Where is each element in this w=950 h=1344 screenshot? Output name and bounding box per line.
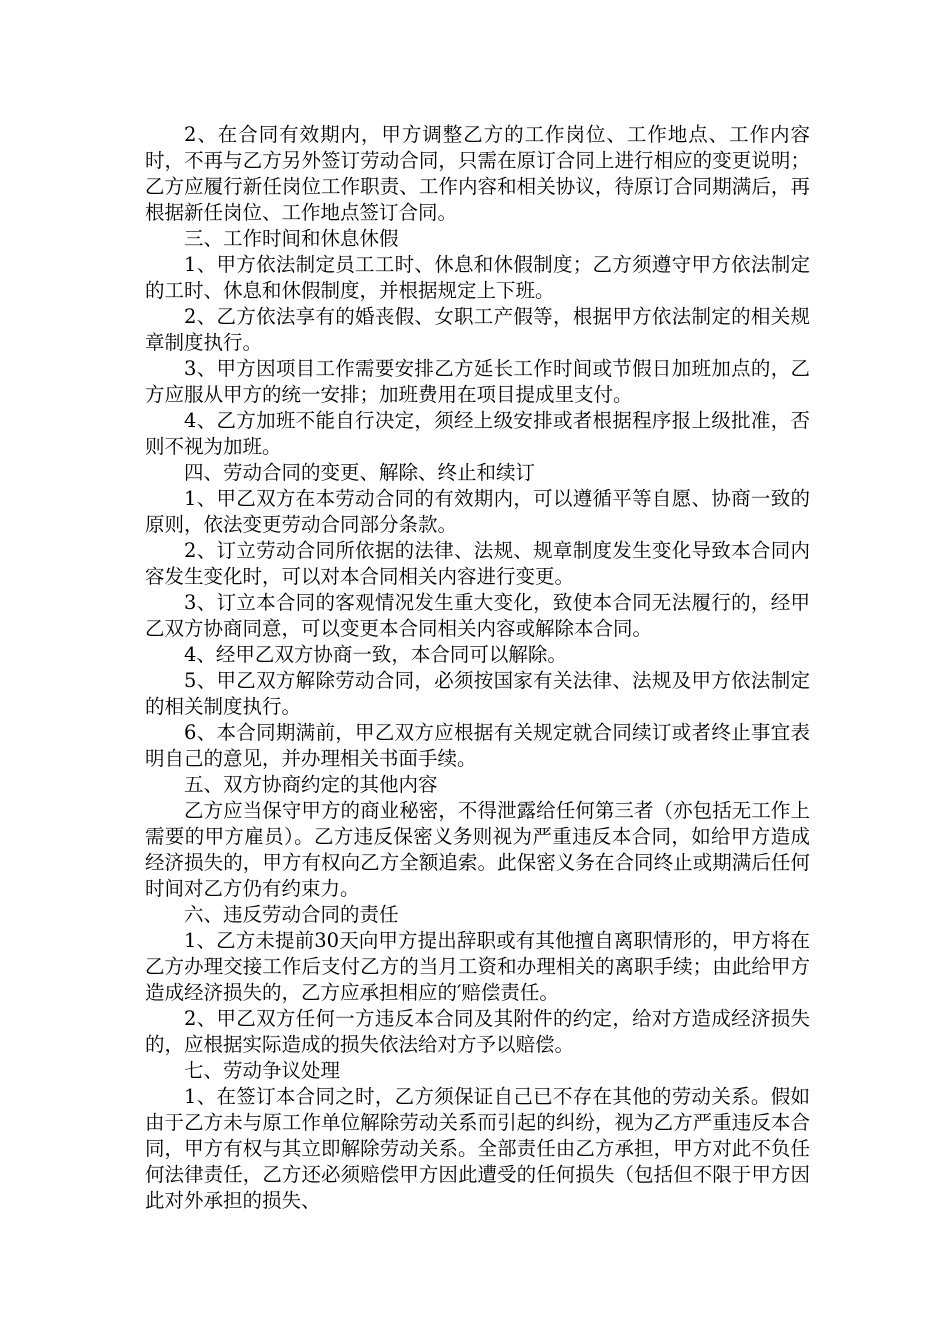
paragraph: 6、本合同期满前，甲乙双方应根据有关规定就合同续订或者终止事宜表明自己的意见，并办理相关书面手续。 [145, 721, 810, 770]
paragraph: 4、乙方加班不能自行决定，须经上级安排或者根据程序报上级批准，否则不视为加班。 [145, 409, 810, 458]
paragraph: 4、经甲乙双方协商一致，本合同可以解除。 [184, 643, 567, 666]
document-page [145, 122, 810, 1214]
section-heading: 七、劳动争议处理 [184, 1059, 341, 1082]
paragraph: 1、甲方依法制定员工工时、休息和休假制度；乙方须遵守甲方依法制定的工时、休息和休假制度，并根据规定上下班。 [145, 253, 810, 302]
paragraph: 2、订立劳动合同所依据的法律、法规、规章制度发生变化导致本合同内容发生变化时，可以对本合同相关内容进行变更。 [145, 539, 810, 588]
paragraph: 3、甲方因项目工作需要安排乙方延长工作时间或节假日加班加点的，乙方应服从甲方的统一安排；加班费用在项目提成里支付。 [145, 357, 810, 406]
paragraph: 2、乙方依法享有的婚丧假、女职工产假等，根据甲方依法制定的相关规章制度执行。 [145, 305, 810, 354]
paragraph: 5、甲乙双方解除劳动合同，必须按国家有关法律、法规及甲方依法制定的相关制度执行。 [145, 669, 810, 718]
paragraph: 2、甲乙双方任何一方违反本合同及其附件的约定，给对方造成经济损失的，应根据实际造成的损失依法给对方予以赔偿。 [145, 1007, 810, 1056]
paragraph: 1、甲乙双方在本劳动合同的有效期内，可以遵循平等自愿、协商一致的原则，依法变更劳动合同部分条款。 [145, 487, 810, 536]
paragraph: 1、在签订本合同之时，乙方须保证自己已不存在其他的劳动关系。假如由于乙方未与原工作单位解除劳动关系而引起的纠纷，视为乙方严重违反本合同，甲方有权与其立即解除劳动关系。全部责任由乙方承担，甲方对此不负任何法律责任，乙方还必须赔偿甲方因此遭受的任何损失（包括但不限于甲方因此对外承担的损失、 [145, 1085, 810, 1212]
section-heading: 四、劳动合同的变更、解除、终止和续订 [184, 461, 536, 484]
paragraph: 2、在合同有效期内，甲方调整乙方的工作岗位、工作地点、工作内容时，不再与乙方另外签订劳动合同，只需在原订合同上进行相应的变更说明；乙方应履行新任岗位工作职责、工作内容和相关协议，待原订合同期满后，再根据新任岗位、工作地点签订合同。 [145, 123, 810, 224]
paragraph: 1、乙方未提前30天向甲方提出辞职或有其他擅自离职情形的，甲方将在乙方办理交接工作后支付乙方的当月工资和办理相关的离职手续；由此给甲方造成经济损失的，乙方应承担相应的′赔偿责任。 [145, 929, 810, 1004]
paragraph: 3、订立本合同的客观情况发生重大变化，致使本合同无法履行的，经甲乙双方协商同意，可以变更本合同相关内容或解除本合同。 [145, 591, 810, 640]
section-heading: 三、工作时间和休息休假 [184, 227, 399, 250]
section-heading: 五、双方协商约定的其他内容 [184, 773, 438, 796]
paragraph: 乙方应当保守甲方的商业秘密，不得泄露给任何第三者（亦包括无工作上需要的甲方雇员）。乙方违反保密义务则视为严重违反本合同，如给甲方造成经济损失的，甲方有权向乙方全额追索。此保密义务在合同终止或期满后任何时间对乙方仍有约束力。 [145, 799, 810, 900]
section-heading: 六、违反劳动合同的责任 [184, 903, 399, 926]
